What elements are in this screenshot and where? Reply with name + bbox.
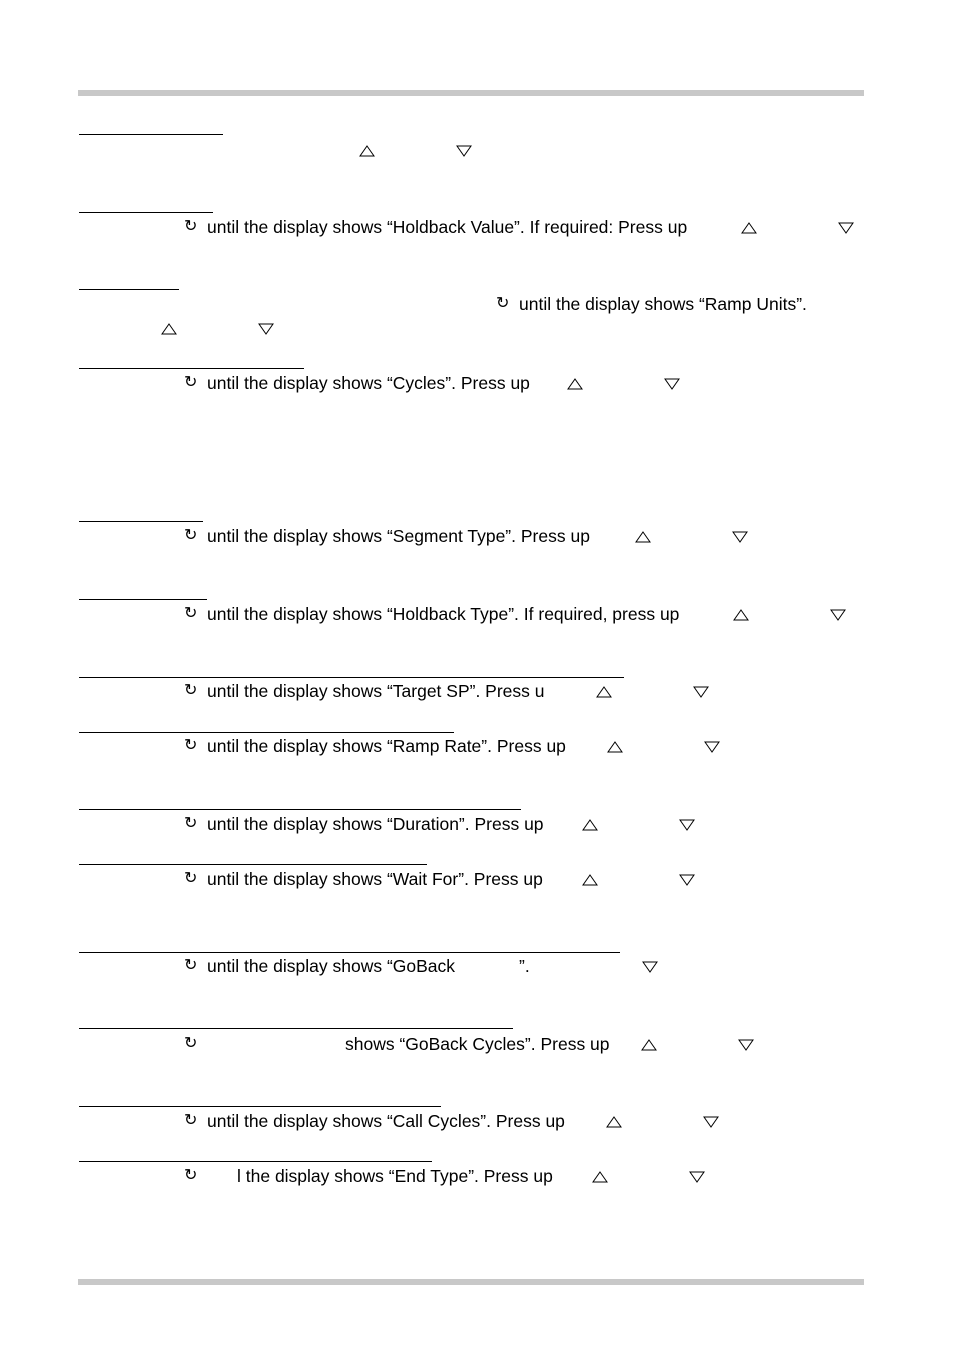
instruction-line: until the display shows “Ramp Units”.: [519, 294, 807, 314]
instruction-line: until the display shows “GoBack: [207, 956, 456, 976]
refresh-icon: ↻: [184, 682, 198, 699]
down-triangle-icon: [642, 961, 658, 973]
refresh-icon: ↻: [184, 218, 198, 235]
heading-rule: [79, 677, 624, 678]
down-triangle-icon: [704, 741, 720, 753]
up-triangle-icon: [582, 819, 598, 831]
refresh-icon: ↻: [496, 295, 510, 312]
up-triangle-icon: [582, 874, 598, 886]
down-triangle-icon: [838, 222, 854, 234]
footer-bar: [78, 1279, 864, 1285]
down-triangle-icon: [258, 323, 274, 335]
refresh-icon: ↻: [184, 957, 198, 974]
instruction-line: until the display shows “Wait For”. Press up: [207, 869, 543, 889]
down-triangle-icon: [664, 378, 680, 390]
down-triangle-icon: [679, 819, 695, 831]
down-triangle-icon: [456, 145, 472, 157]
heading-rule: [79, 134, 223, 135]
instruction-line: until the display shows “Holdback Value”. If required: Press up: [207, 217, 688, 237]
up-triangle-icon: [635, 531, 651, 543]
refresh-icon: ↻: [184, 1167, 198, 1184]
heading-rule: [79, 732, 454, 733]
up-triangle-icon: [741, 222, 757, 234]
up-triangle-icon: [596, 686, 612, 698]
heading-rule: [79, 952, 620, 953]
up-triangle-icon: [607, 741, 623, 753]
heading-rule: [79, 521, 203, 522]
down-triangle-icon: [693, 686, 709, 698]
heading-rule: [79, 289, 179, 290]
refresh-icon: ↻: [184, 870, 198, 887]
refresh-icon: ↻: [184, 737, 198, 754]
instruction-fragment: ”.: [519, 956, 530, 976]
down-triangle-icon: [679, 874, 695, 886]
up-triangle-icon: [567, 378, 583, 390]
down-triangle-icon: [738, 1039, 754, 1051]
heading-rule: [79, 212, 213, 213]
instruction-line: until the display shows “Target SP”. Press u: [207, 681, 545, 701]
instruction-line: until the display shows “Segment Type”. Press up: [207, 526, 590, 546]
up-triangle-icon: [641, 1039, 657, 1051]
up-triangle-icon: [592, 1171, 608, 1183]
heading-rule: [79, 599, 207, 600]
down-triangle-icon: [703, 1116, 719, 1128]
up-triangle-icon: [606, 1116, 622, 1128]
instruction-line: until the display shows “Duration”. Press up: [207, 814, 544, 834]
instruction-line: until the display shows “Call Cycles”. Press up: [207, 1111, 565, 1131]
down-triangle-icon: [732, 531, 748, 543]
heading-rule: [79, 1028, 513, 1029]
heading-rule: [79, 864, 427, 865]
up-triangle-icon: [359, 145, 375, 157]
instruction-line: until the display shows “Ramp Rate”. Press up: [207, 736, 566, 756]
instruction-line: until the display shows “Holdback Type”. If required, press up: [207, 604, 680, 624]
header-bar: [78, 90, 864, 96]
down-triangle-icon: [689, 1171, 705, 1183]
up-triangle-icon: [161, 323, 177, 335]
heading-rule: [79, 368, 304, 369]
refresh-icon: ↻: [184, 605, 198, 622]
refresh-icon: ↻: [184, 374, 198, 391]
refresh-icon: ↻: [184, 527, 198, 544]
heading-rule: [79, 1106, 441, 1107]
heading-rule: [79, 809, 521, 810]
instruction-line: l the display shows “End Type”. Press up: [237, 1166, 553, 1186]
down-triangle-icon: [830, 609, 846, 621]
refresh-icon: ↻: [184, 815, 198, 832]
refresh-icon: ↻: [184, 1035, 198, 1052]
instruction-line: shows “GoBack Cycles”. Press up: [345, 1034, 610, 1054]
refresh-icon: ↻: [184, 1112, 198, 1129]
up-triangle-icon: [733, 609, 749, 621]
instruction-line: until the display shows “Cycles”. Press up: [207, 373, 530, 393]
heading-rule: [79, 1161, 432, 1162]
